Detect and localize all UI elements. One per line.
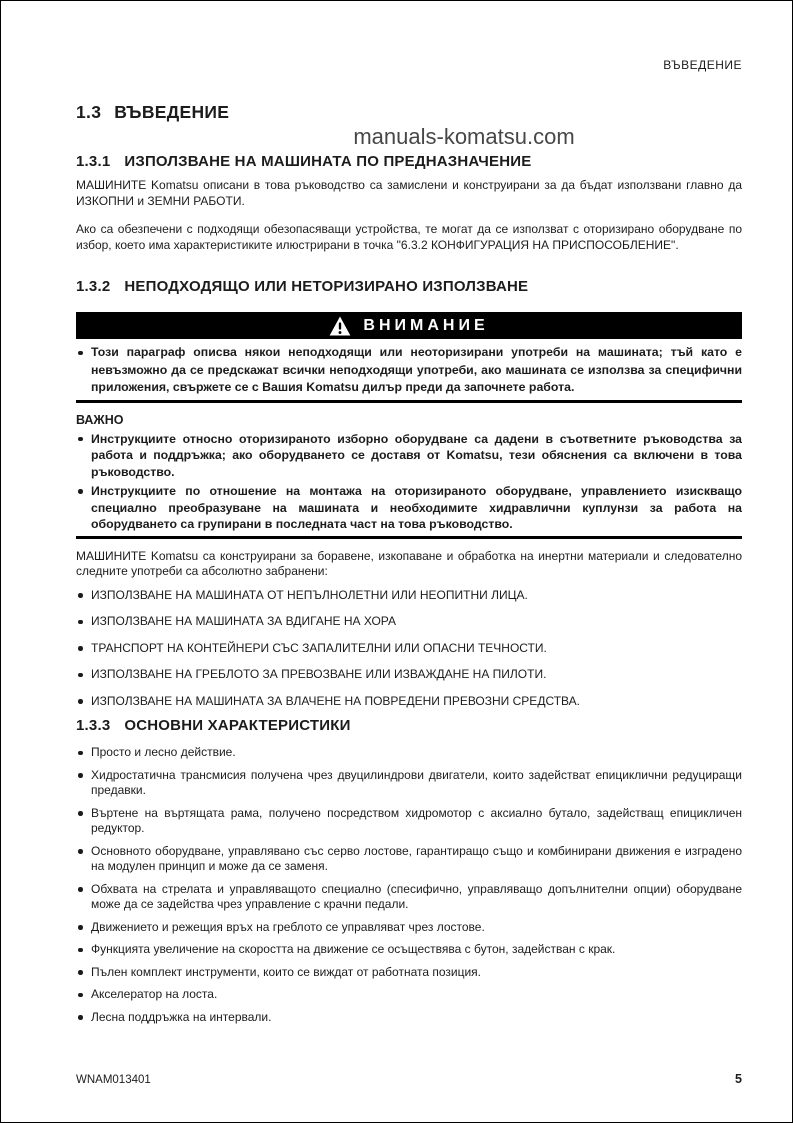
page-number: 5 <box>735 1072 742 1086</box>
list-item: Акселератор на лоста. <box>76 987 742 1003</box>
list-item: Основното оборудване, управлявано със серво лостове, гарантиращо също и комбинирани движения е изградено на модулен принцип и може да се заменя. <box>76 844 742 875</box>
section-1-3-3-heading <box>76 717 742 735</box>
section-number: 1.3.1 <box>76 153 111 170</box>
warning-banner-label: ВНИМАНИЕ <box>363 316 489 334</box>
section-number: 1.3.3 <box>76 717 111 734</box>
section-1-3-2-heading <box>76 278 742 296</box>
section-title: НЕПОДХОДЯЩО ИЛИ НЕТОРИЗИРАНО ИЗПОЛЗВАНЕ <box>124 278 529 295</box>
list-item: Просто и лесно действие. <box>76 745 742 761</box>
list-item: Обхвата на стрелата и управляващото специално (спесифично, управляващо допълнителни опции) оборудване може да се задейства чрез управление с крачни педали. <box>76 882 742 913</box>
section-number: 1.3 <box>76 102 102 122</box>
list-item: Функцията увеличение на скоростта на движение се осъществява с бутон, задействан с крак. <box>76 942 742 958</box>
important-bullet-list <box>76 431 742 533</box>
section-title: ВЪВЕДЕНИЕ <box>114 102 230 122</box>
list-item: ТРАНСПОРТ НА КОНТЕЙНЕРИ СЪС ЗАПАЛИТЕЛНИ ИЛИ ОПАСНИ ТЕЧНОСТИ. <box>76 641 742 657</box>
page-content <box>76 1 742 1025</box>
warning-bullet-list <box>76 344 742 397</box>
list-item: Движението и режещия връх на греблото се управляват чрез лостове. <box>76 920 742 936</box>
list-item: Този параграф описва някои неподходящи или неоторизирани употреби на машината; тъй като е невъзможно да се предскажат всички неподходящи употреби, ако машината се използва за специфични приложения, свържете се с Вашия Komatsu дилър преди да започнете работа. <box>76 344 742 397</box>
section-1-3-1-heading <box>76 153 742 171</box>
list-item: Инструкциите по отношение на монтажа на оторизираното оборудване, управлението изискващо специално преобразуване на машината и необходимите хидравлични куплунзи за работа на оборудването са групирани в последната част на това ръководство. <box>76 483 742 533</box>
paragraph: МАШИНИТЕ Komatsu описани в това ръководство са замислени и конструирани за да бъдат използвани главно да ИЗКОПНИ и ЗЕМНИ РАБОТИ. <box>76 178 742 208</box>
page-footer <box>76 1072 742 1087</box>
section-number: 1.3.2 <box>76 278 111 295</box>
list-item: ИЗПОЛЗВАНЕ НА МАШИНАТА ЗА ВДИГАНЕ НА ХОРА <box>76 614 742 630</box>
document-code: WNAM013401 <box>76 1074 151 1086</box>
horizontal-rule <box>76 536 742 539</box>
list-item: Пълен комплект инструменти, които се виждат от работната позиция. <box>76 965 742 981</box>
section-title: ОСНОВНИ ХАРАКТЕРИСТИКИ <box>124 717 351 734</box>
characteristics-list <box>76 745 742 1025</box>
list-item: ИЗПОЛЗВАНЕ НА МАШИНАТА ОТ НЕПЪЛНОЛЕТНИ ИЛИ НЕОПИТНИ ЛИЦА. <box>76 588 742 604</box>
warning-banner <box>76 312 742 339</box>
running-header: ВЪВЕДЕНИЕ <box>663 58 742 72</box>
list-item: Лесна поддръжка на интервали. <box>76 1010 742 1026</box>
list-item: Хидростатична трансмисия получена чрез двуцилиндрови двигатели, които задействат епициклични редуциращи предавки. <box>76 768 742 799</box>
paragraph: МАШИНИТЕ Komatsu са конструирани за боравене, изкопаване и обработка на инертни материали и следователно следните употреби са абсолютно забранени: <box>76 548 742 578</box>
section-title: ИЗПОЛЗВАНЕ НА МАШИНАТА ПО ПРЕДНАЗНАЧЕНИЕ <box>124 153 532 170</box>
important-label: ВАЖНО <box>76 412 124 427</box>
list-item: ИЗПОЛЗВАНЕ НА МАШИНАТА ЗА ВЛАЧЕНЕ НА ПОВРЕДЕНИ ПРЕВОЗНИ СРЕДСТВА. <box>76 694 742 710</box>
horizontal-rule <box>76 400 742 403</box>
list-item: Въртене на въртящата рама, получено посредством хидромотор с аксиално бутало, задействащ епицикличен редуктор. <box>76 806 742 837</box>
paragraph: Ако са обезпечени с подходящи обезопасяващи устройства, те могат да се използват с оторизирано оборудване по избор, което има характеристиките илюстрирани в точка "6.3.2 КОНФИГУРАЦИЯ НА ПРИСПОСОБЛЕНИЕ". <box>76 222 742 252</box>
section-1-3-heading <box>76 102 742 122</box>
warning-triangle-icon <box>329 316 351 336</box>
list-item: ИЗПОЛЗВАНЕ НА ГРЕБЛОТО ЗА ПРЕВОЗВАНЕ ИЛИ ИЗВАЖДАНЕ НА ПИЛОТИ. <box>76 667 742 683</box>
forbidden-uses-list <box>76 588 742 710</box>
list-item: Инструкциите относно оторизираното изборно оборудване са дадени в съответните ръководства за работа и поддръжка; ако оборудването се доставя от Komatsu, тези обяснения са включени в това ръководство. <box>76 431 742 481</box>
watermark: manuals-komatsu.com <box>353 124 575 149</box>
